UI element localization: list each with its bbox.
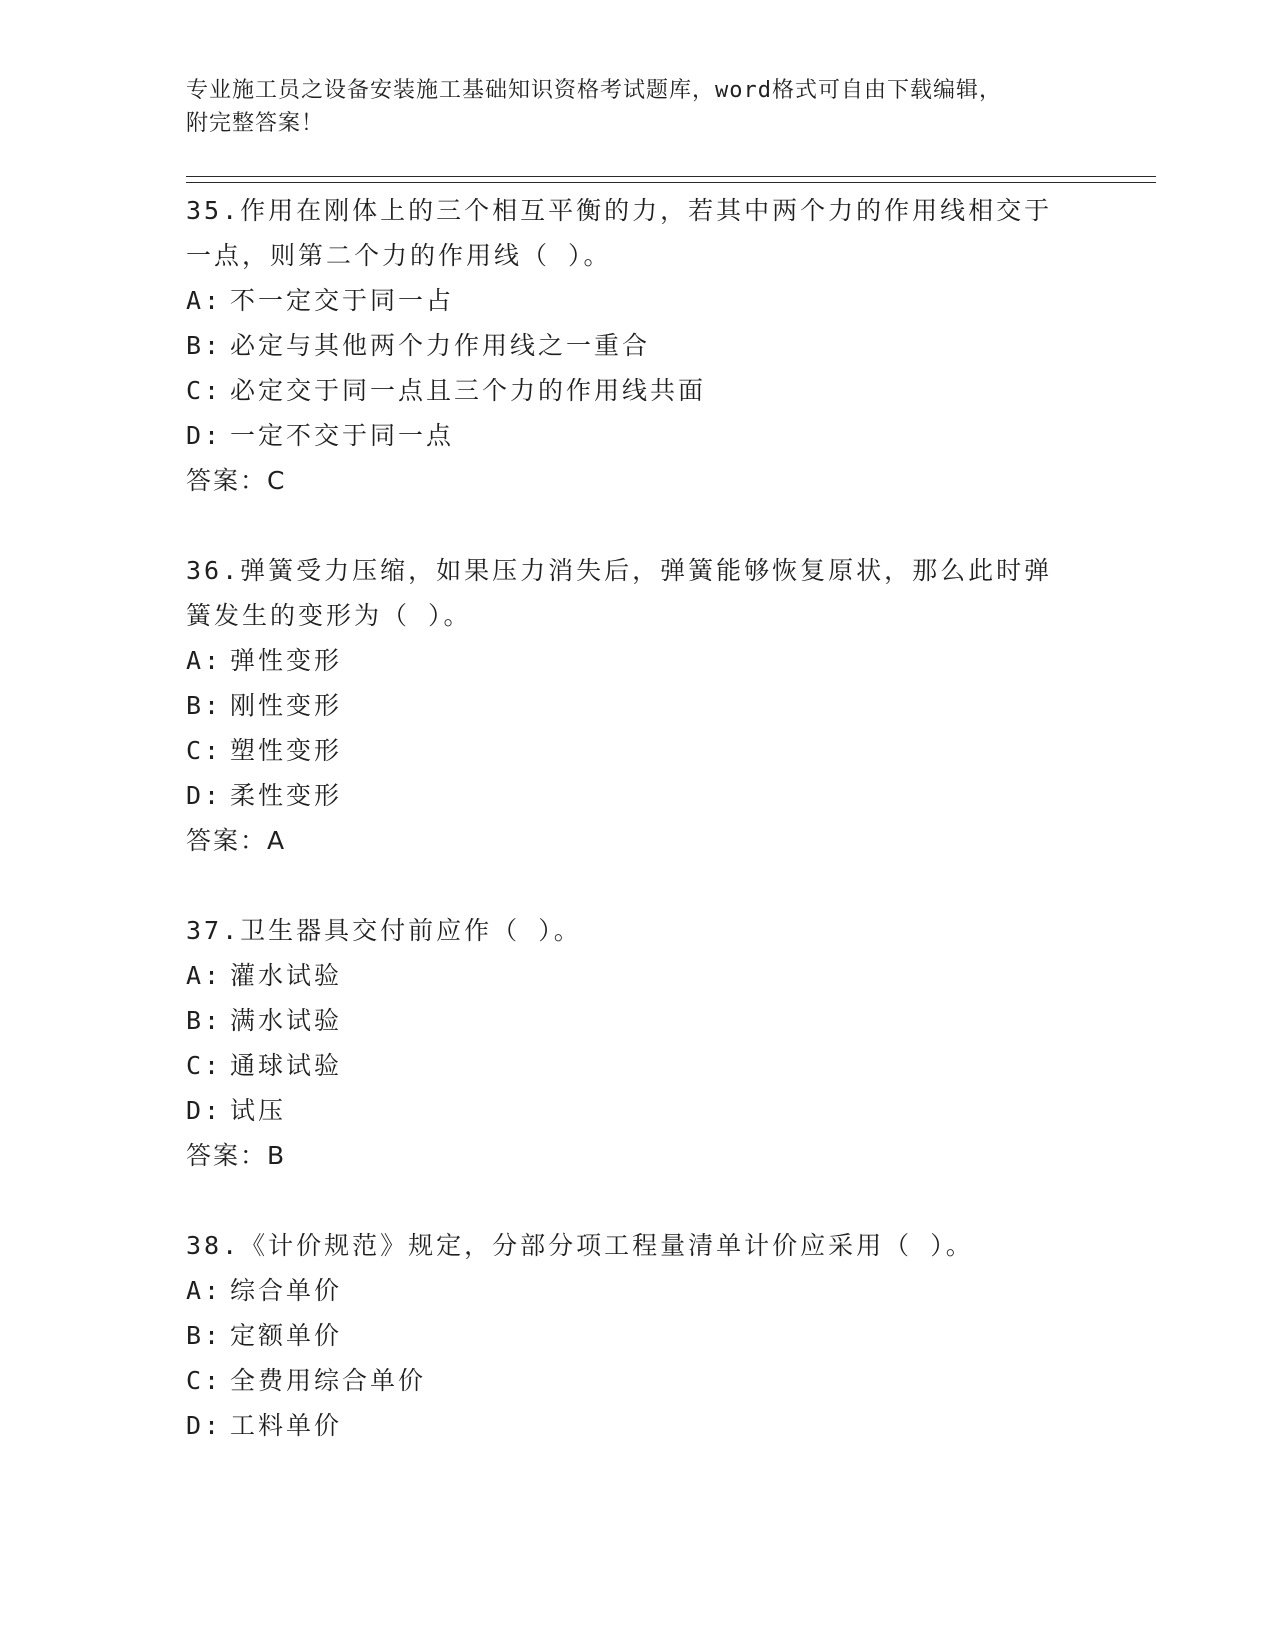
option-text: 不一定交于同一占 <box>230 286 455 315</box>
option-letter: D: <box>186 1411 223 1440</box>
question-list <box>186 188 1086 1493</box>
option-a <box>186 953 1086 998</box>
document-header <box>186 74 1086 140</box>
question-text-line: 38.《计价规范》规定，分部分项工程量清单计价应采用（ ）。 <box>186 1231 974 1260</box>
option-b <box>186 1313 1086 1358</box>
option-c <box>186 1358 1086 1403</box>
option-text: 试压 <box>230 1096 287 1125</box>
option-text: 必定与其他两个力作用线之一重合 <box>230 331 651 360</box>
header-line-2: 附完整答案！ <box>186 111 325 136</box>
answer-line: 答案：A <box>186 826 287 855</box>
option-d <box>186 1403 1086 1448</box>
header-line-1: 专业施工员之设备安装施工基础知识资格考试题库，word格式可自由下载编辑， <box>186 78 1002 103</box>
question-text-line: 37.卫生器具交付前应作（ ）。 <box>186 916 582 945</box>
question-text-line: 36.弹簧受力压缩，如果压力消失后，弹簧能够恢复原状，那么此时弹 <box>186 556 1053 585</box>
option-text: 通球试验 <box>230 1051 343 1080</box>
option-letter: C: <box>186 736 223 765</box>
option-text: 综合单价 <box>230 1276 343 1305</box>
option-letter: C: <box>186 1051 223 1080</box>
option-d <box>186 1088 1086 1133</box>
option-a <box>186 1268 1086 1313</box>
option-d <box>186 773 1086 818</box>
option-letter: D: <box>186 421 223 450</box>
option-letter: B: <box>186 331 223 360</box>
option-letter: C: <box>186 376 223 405</box>
option-text: 工料单价 <box>230 1411 343 1440</box>
option-text: 满水试验 <box>230 1006 343 1035</box>
option-letter: D: <box>186 781 223 810</box>
option-b <box>186 683 1086 728</box>
option-letter: A: <box>186 646 223 675</box>
question-37 <box>186 908 1086 1178</box>
option-text: 必定交于同一点且三个力的作用线共面 <box>230 376 707 405</box>
option-letter: A: <box>186 1276 223 1305</box>
option-a <box>186 278 1086 323</box>
option-text: 全费用综合单价 <box>230 1366 427 1395</box>
answer-line: 答案：B <box>186 1141 287 1170</box>
option-text: 灌水试验 <box>230 961 343 990</box>
option-text: 塑性变形 <box>230 736 343 765</box>
option-letter: B: <box>186 1006 223 1035</box>
option-letter: A: <box>186 961 223 990</box>
option-c <box>186 1043 1086 1088</box>
option-letter: B: <box>186 691 223 720</box>
header-divider <box>186 176 1156 183</box>
option-letter: C: <box>186 1366 223 1395</box>
option-c <box>186 368 1086 413</box>
question-35 <box>186 188 1086 503</box>
question-text-line: 簧发生的变形为（ ）。 <box>186 601 472 630</box>
option-d <box>186 413 1086 458</box>
option-text: 刚性变形 <box>230 691 343 720</box>
option-letter: D: <box>186 1096 223 1125</box>
option-b <box>186 323 1086 368</box>
option-c <box>186 728 1086 773</box>
question-38 <box>186 1223 1086 1448</box>
option-a <box>186 638 1086 683</box>
answer-line: 答案：C <box>186 466 287 495</box>
question-36 <box>186 548 1086 863</box>
option-text: 弹性变形 <box>230 646 343 675</box>
option-letter: B: <box>186 1321 223 1350</box>
option-text: 一定不交于同一点 <box>230 421 455 450</box>
question-text-line: 一点，则第二个力的作用线（ ）。 <box>186 241 612 270</box>
option-text: 柔性变形 <box>230 781 343 810</box>
option-text: 定额单价 <box>230 1321 343 1350</box>
option-letter: A: <box>186 286 223 315</box>
question-text-line: 35.作用在刚体上的三个相互平衡的力，若其中两个力的作用线相交于 <box>186 196 1053 225</box>
option-b <box>186 998 1086 1043</box>
